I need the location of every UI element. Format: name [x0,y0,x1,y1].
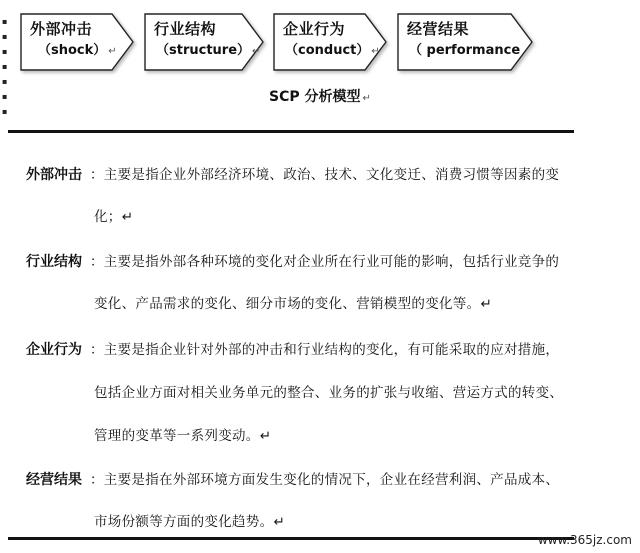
definition-line: ：主要是指企业针对外部的冲击和行业结构的变化，有可能采取的应对措施， [90,342,560,358]
flow-step-en: （conduct） [285,43,370,58]
definition-line: ：主要是指外部各种环境的变化对企业所在行业可能的影响，包括行业竞争的 [90,254,560,270]
term-shock: 外部冲击 [26,167,82,183]
definition-line: ：主要是指在外部环境方面发生变化的情况下，企业在经营利润、产品成本、 [90,472,560,488]
flow-step-en: （structure） [156,43,251,58]
term-performance: 经营结果 [26,472,82,488]
scp-flow-diagram [0,0,640,80]
flow-step-conduct [283,18,380,63]
paragraph-mark: ↵ [362,93,371,104]
top-rule [8,130,574,133]
term-structure: 行业结构 [26,254,82,270]
term-conduct: 企业行为 [26,342,82,358]
paragraph-mark: ↵ [108,46,117,57]
figure-caption [0,86,640,106]
margin-dots: ▪ ▪ ▪ ▪ ▪ ▪ ▪ [2,17,8,116]
flow-step-title: 外部冲击 [30,20,93,38]
definition-line: 变化、产品需求的变化、细分市场的变化、营销模型的变化等。↵ [94,296,493,312]
definition-line: 包括企业方面对相关业务单元的整合、业务的扩张与收缩、营运方式的转变、 [94,385,564,401]
caption-text: SCP 分析模型 [269,89,361,105]
flow-step-title: 经营结果 [407,20,470,38]
paragraph-mark: ↵ [371,46,380,57]
definition-line: 管理的变革等一系列变动。↵ [94,428,272,444]
flow-step-shock [30,18,117,63]
paragraph-mark: ↵ [252,46,261,57]
flow-step-en: （ performance [409,43,521,58]
definition-line: 市场份额等方面的变化趋势。↵ [94,514,286,530]
bottom-rule [8,537,574,540]
flow-step-performance [407,18,522,63]
flow-step-title: 企业行为 [283,20,346,38]
flow-step-structure [154,18,260,63]
flow-step-title: 行业结构 [154,20,217,38]
definition-line: ：主要是指企业外部经济环境、政治、技术、文化变迁、消费习惯等因素的变 [90,167,560,183]
definition-line: 化；↵ [94,209,134,225]
flow-step-en: （shock） [38,43,107,58]
watermark: www.365jz.com [537,533,632,547]
